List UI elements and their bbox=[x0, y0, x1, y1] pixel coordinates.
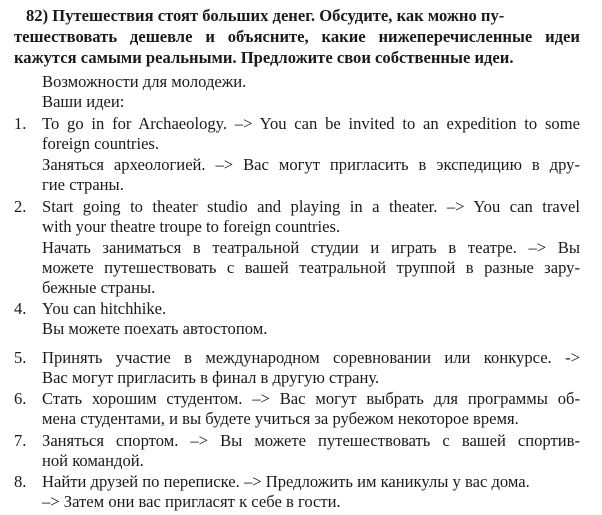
item-5-line-1: Принять участие в международном соревновании или конкурсе. -> bbox=[42, 348, 580, 367]
item-1-russian-line-1: Заняться археологией. –> Вас могут пригласить в экспедицию в дру- bbox=[42, 155, 580, 174]
item-7-line-1: Заняться спортом. –> Вы можете путешествовать с вашей спортив- bbox=[42, 431, 580, 450]
item-1-english-line-2: foreign countries. bbox=[42, 134, 160, 153]
task-title-line-3: кажутся самыми реальными. Предложите свои собственные идеи. bbox=[14, 48, 514, 67]
item-2-russian-line-2: можете путешествовать с вашей театральной труппой в разные зару- bbox=[42, 258, 580, 277]
item-6-line-1: Стать хорошим студентом. –> Вас могут выбрать для программы об- bbox=[42, 389, 580, 408]
task-title-text-1: Путешествия стоят больших денег. Обсудите, как можно пу- bbox=[52, 6, 505, 25]
item-2-russian-line-1: Начать заниматься в театральной студии и играть в театре. –> Вы bbox=[42, 238, 580, 257]
item-number: 1. bbox=[14, 114, 27, 133]
item-4-russian-line-1: Вы можете поехать автостопом. bbox=[42, 319, 268, 338]
item-number: 5. bbox=[14, 348, 27, 367]
item-6-line-2: мена студентами, и вы будете учиться за рубежом некоторое время. bbox=[42, 409, 519, 428]
item-number: 4. bbox=[14, 299, 27, 318]
item-2-english-line-1: Start going to theater studio and playing in a theater. –> You can travel bbox=[42, 197, 580, 216]
item-number: 7. bbox=[14, 431, 27, 450]
item-2-russian-line-3: бежные страны. bbox=[42, 278, 156, 297]
task-number: 82) bbox=[26, 6, 49, 25]
item-number: 8. bbox=[14, 472, 27, 491]
item-8-line-1: Найти друзей по переписке. –> Предложить им каникулы у вас дома. bbox=[42, 472, 530, 491]
item-number: 2. bbox=[14, 197, 27, 216]
task-title-line-2: тешествовать дешевле и объясните, какие нижеперечисленные идеи bbox=[14, 27, 580, 46]
task-title-line-1 bbox=[26, 6, 579, 26]
item-7-line-2: ной командой. bbox=[42, 451, 144, 470]
item-number: 6. bbox=[14, 389, 27, 408]
intro-line-2: Ваши идеи: bbox=[42, 92, 125, 111]
item-5-line-2: Вас могут пригласить в финал в другую страну. bbox=[42, 368, 380, 387]
item-1-russian-line-2: гие страны. bbox=[42, 175, 124, 194]
item-4-english-line-1: You can hitchhike. bbox=[42, 299, 167, 318]
intro-line-1: Возможности для молодежи. bbox=[42, 72, 247, 91]
item-1-english-line-1: To go in for Archaeology. –> You can be invited to an expedition to some bbox=[42, 114, 580, 133]
item-2-english-line-2: with your theatre troupe to foreign countries. bbox=[42, 217, 341, 236]
item-8-line-2: –> Затем они вас пригласят к себе в гости. bbox=[42, 492, 341, 511]
